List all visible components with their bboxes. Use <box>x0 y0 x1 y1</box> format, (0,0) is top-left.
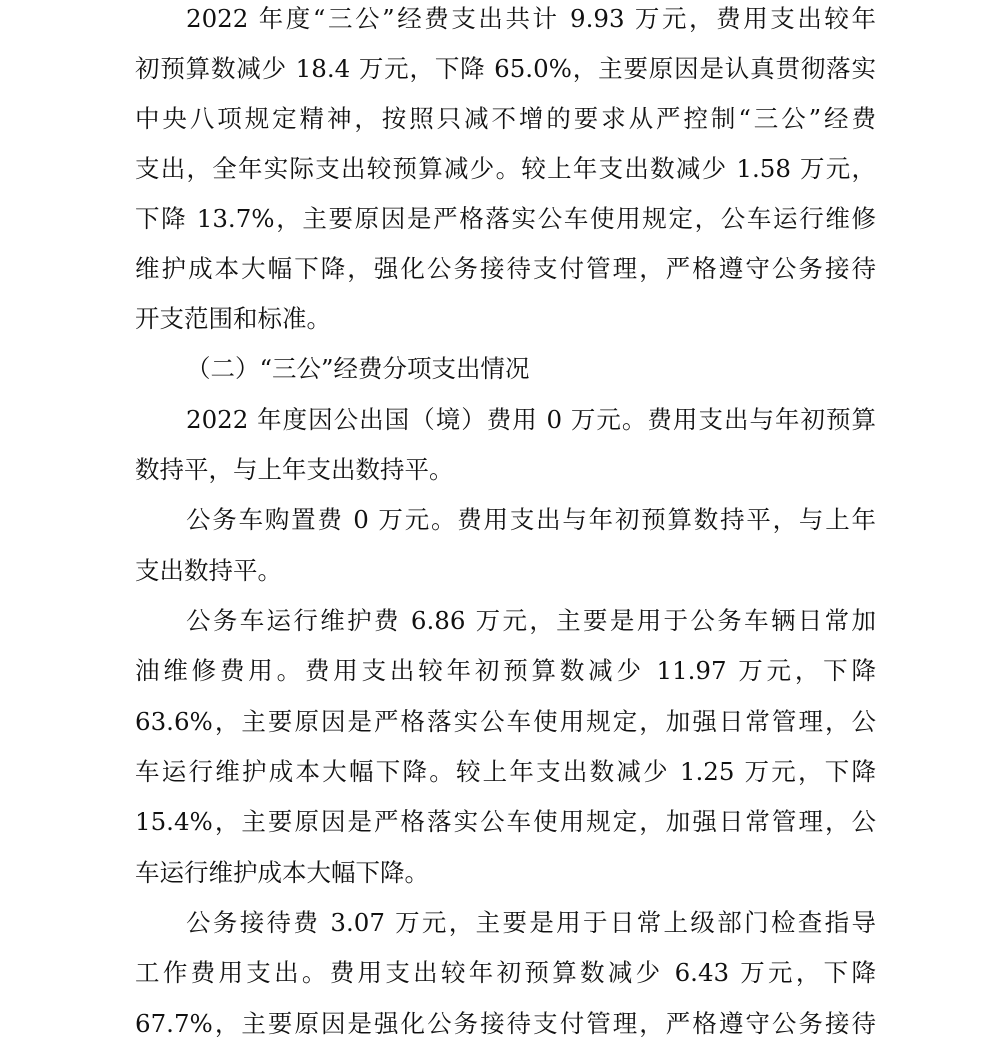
paragraph-vehicle-maintenance-line-1: 公务车运行维护费 6.86 万元，主要是用于公务车辆日常加 <box>186 606 876 635</box>
paragraph-vehicle-maintenance-line-4: 车运行维护成本大幅下降。较上年支出数减少 1.25 万元，下降 <box>135 757 876 786</box>
paragraph-overseas-line-2: 数持平，与上年支出数持平。 <box>135 455 454 484</box>
paragraph-vehicle-purchase-line-1: 公务车购置费 0 万元。费用支出与年初预算数持平，与上年 <box>186 505 876 534</box>
paragraph-vehicle-maintenance-line-3: 63.6%，主要原因是严格落实公车使用规定，加强日常管理，公 <box>135 707 876 736</box>
paragraph-reception-line-2: 工作费用支出。费用支出较年初预算数减少 6.43 万元，下降 <box>135 958 876 987</box>
paragraph-three-public-total-line-2: 初预算数减少 18.4 万元，下降 65.0%，主要原因是认真贯彻落实 <box>135 54 876 83</box>
paragraph-reception-line-3: 67.7%，主要原因是强化公务接待支付管理，严格遵守公务接待 <box>135 1009 876 1038</box>
paragraph-three-public-total-line-1: 2022 年度“三公”经费支出共计 9.93 万元，费用支出较年 <box>186 4 876 33</box>
paragraph-vehicle-purchase-line-2: 支出数持平。 <box>135 556 282 585</box>
paragraph-three-public-total-line-6: 维护成本大幅下降，强化公务接待支付管理，严格遵守公务接待 <box>135 254 876 283</box>
section-heading: （二）“三公”经费分项支出情况 <box>186 354 530 383</box>
paragraph-vehicle-maintenance-line-5: 15.4%，主要原因是严格落实公车使用规定，加强日常管理，公 <box>135 807 876 836</box>
paragraph-three-public-total-line-7: 开支范围和标准。 <box>135 304 331 333</box>
paragraph-vehicle-maintenance-line-6: 车运行维护成本大幅下降。 <box>135 858 429 887</box>
paragraph-three-public-total-line-3: 中央八项规定精神，按照只减不增的要求从严控制“三公”经费 <box>135 104 876 133</box>
paragraph-reception-line-1: 公务接待费 3.07 万元，主要是用于日常上级部门检查指导 <box>186 908 876 937</box>
paragraph-vehicle-maintenance-line-2: 油维修费用。费用支出较年初预算数减少 11.97 万元，下降 <box>135 656 876 685</box>
paragraph-overseas-line-1: 2022 年度因公出国（境）费用 0 万元。费用支出与年初预算 <box>186 405 876 434</box>
paragraph-three-public-total-line-4: 支出，全年实际支出较预算减少。较上年支出数减少 1.58 万元， <box>135 154 876 183</box>
paragraph-three-public-total-line-5: 下降 13.7%，主要原因是严格落实公车使用规定，公车运行维修 <box>135 204 876 233</box>
